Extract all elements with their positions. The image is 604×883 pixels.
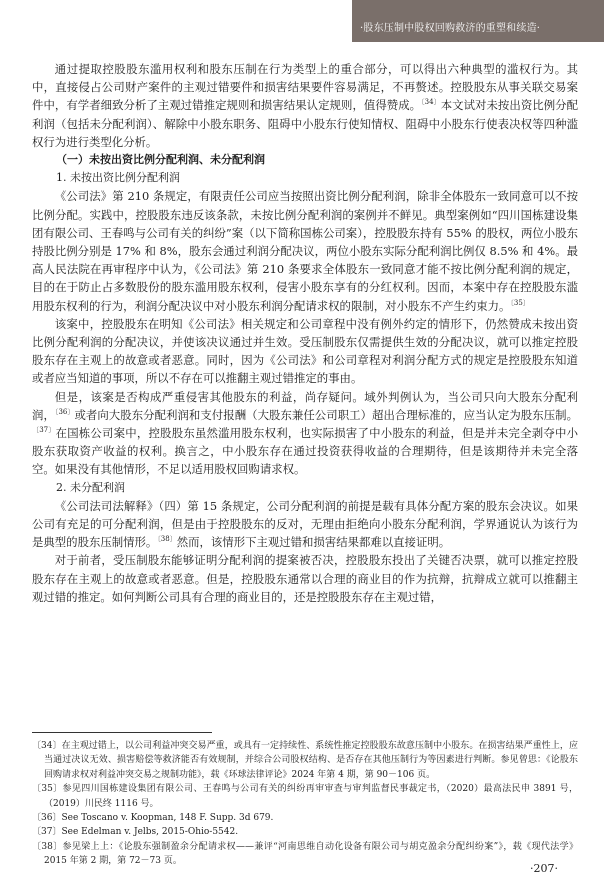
paragraph-intro [32,60,578,151]
footnote-divider [32,732,212,733]
paragraph-presumption: 对于前者，受压制股东能够证明分配利润的提案被否决，控股股东投出了关键否决票，就可以推定控股股东存在主观上的故意或者恶意。但是，控股股东通常以合理的商业目的作为抗辩，抗辩成立就可以推翻主观过错的推定。如何判断公司具有合理的商业目的，还是控股股东存在主观过错， [32,553,578,604]
footnote-ref-35[interactable]: 〔35〕 [510,298,530,307]
footnote-35: 〔35〕参见四川国栋建设集团有限公司、王春鸣与公司有关的纠纷再审审查与审判监督民事裁定书，（2020）最高法民申 3891 号，（2019）川民终 1116 号。 [32,784,578,809]
paragraph-comparative [32,388,578,479]
paragraph-undistributed-tail: 然而，该情形下主观过错和损害结果都难以直接证明。 [176,535,451,550]
article-body [32,60,578,606]
paragraph-undistributed [32,497,578,552]
footnote-ref-37[interactable]: 〔37〕 [32,426,56,435]
footnote-ref-38[interactable]: 〔38〕 [157,535,177,544]
subsection-heading-2: 2. 未分配利润 [56,480,125,494]
paragraph-comparative-b: 或者向大股东分配利润和支付报酬（大股东兼任公司职工）超出合理标准的，应当认定为股东压制。 [74,407,578,422]
paragraph-comparative-a: 但是，该案是否构成严重侵害其他股东的利益，尚存疑问。域外判例认为，当公司只向大股东分配利润， [32,389,578,422]
paragraph-analysis: 该案中，控股股东在明知《公司法》相关规定和公司章程中没有例外约定的情形下，仍然赞成未按出资比例分配利润的分配决议，并使该决议通过并生效。受压制股东仅需提供生效的分配决议，就可以推定控股股东存在主观上的故意或者恶意。同时，因为《公司法》和公司章程对利润分配方式的规定是控股股东知道或者应当知道的事项，所以不存在可以推翻主观过错推定的事由。 [32,316,578,386]
running-header-title: ·股东压制中股权回购救济的重塑和续造· [360,23,541,34]
subsection-heading-1: 1. 未按出资比例分配利润 [56,171,180,185]
paragraph-intro-text: 通过提取控股股东滥用权利和股东压制在行为类型上的重合部分，可以得出六种典型的滥权行为。其中，直接侵占公司财产案件的主观过错要件和损害结果要件容易满足，不再赘述。控股股东从事关联交易案件中，有学者细致分析了主观过错推定规则和损害结果认定规则，值得赞成。 [32,62,578,113]
footnote-37: 〔37〕See Edelman v. Jelbs, 2015-Ohio-5542. [32,827,239,838]
paragraph-undistributed-text: 《公司法司法解释》（四）第 15 条规定，公司分配利润的前提是载有具体分配方案的股东会决议。如果公司有充足的可分配利润，但是由于控股股东的反对，无理由拒绝向小股东分配利润，学界通说认为该行为是典型的股东压制情形。 [32,498,578,550]
paragraph-case-law-text: 《公司法》第 210 条规定，有限责任公司应当按照出资比例分配利润，除非全体股东一致同意可以不按比例分配。实践中，控股股东违反该条款，未按比例分配利润的案例并不鲜见。典型案例如“四川国栋建设集团有限公司、王春鸣与公司有关的纠纷”案（以下简称国栋公司案），控股股东持有 55% 的股权，两位小股东持股比例分别是 17% 和 8%，股东会通过利润分配决议，两位小股东实际分配利润比例仅 8.5% 和 4%。最高人民法院在再审程序中认为，《公司法》第 210 条要求全体股东一致同意才能不按比例分配利润的规定，目的在于防止占多数股份的股东滥用股东权利，侵害小股东享有的分红权利。因而，本案中存在控股股东滥用股东权利的行为，利润分配决议中对小股东利润分配请求权的限制，对小股东不产生约束力。 [32,189,578,313]
footnote-36: 〔36〕See Toscano v. Koopman, 148 F. Supp. 3d 679. [32,813,274,824]
footnote-ref-34[interactable]: 〔34〕 [421,98,441,107]
paragraph-intro-tail: 本文试对未按出资比例分配利润（包括未分配利润）、解除中小股东职务、阻碍中小股东行使知情权、阻碍中小股东行使表决权等四种滥权行为进行类型化分析。 [32,98,578,149]
footnote-34: 〔34〕在主观过错上，以公司利益冲突交易严重，或具有一定持续性、系统性推定控股股东故意压制中小股东。在损害结果严重性上，应当通过决议无效、损害赔偿等救济能否有效规制，并综合公司股权结构、是否存在其他压制行为等因素进行判断。参见曾思：《论股东回购请求权对利益冲突交易之规制功能》，载《环球法律评论》2024 年第 4 期，第 90－106 页。 [32,741,578,780]
footnotes-section [32,739,578,869]
paragraph-case-law [32,187,578,314]
section-heading: （一）未按出资比例分配利润、未分配利润 [56,153,265,167]
footnote-ref-36[interactable]: 〔36〕 [54,408,75,417]
page-number: ·207· [530,862,558,875]
paragraph-comparative-c: 在国栋公司案中，控股股东虽然滥用股东权利，也实际损害了中小股东的利益，但是并未完全剥夺中小股东获取资产收益的权利。换言之，中小股东存在通过投资获得收益的合理期待，但是该期待并未完全落空。如果没有其他情形，不足以适用股权回购请求权。 [32,426,578,477]
footnote-38: 〔38〕参见梁上上：《论股东强制盈余分配请求权——兼评“河南思维自动化设备有限公司与胡克盈余分配纠纷案”》，载《现代法学》2015 年第 2 期，第 72－73 页。 [32,841,578,867]
